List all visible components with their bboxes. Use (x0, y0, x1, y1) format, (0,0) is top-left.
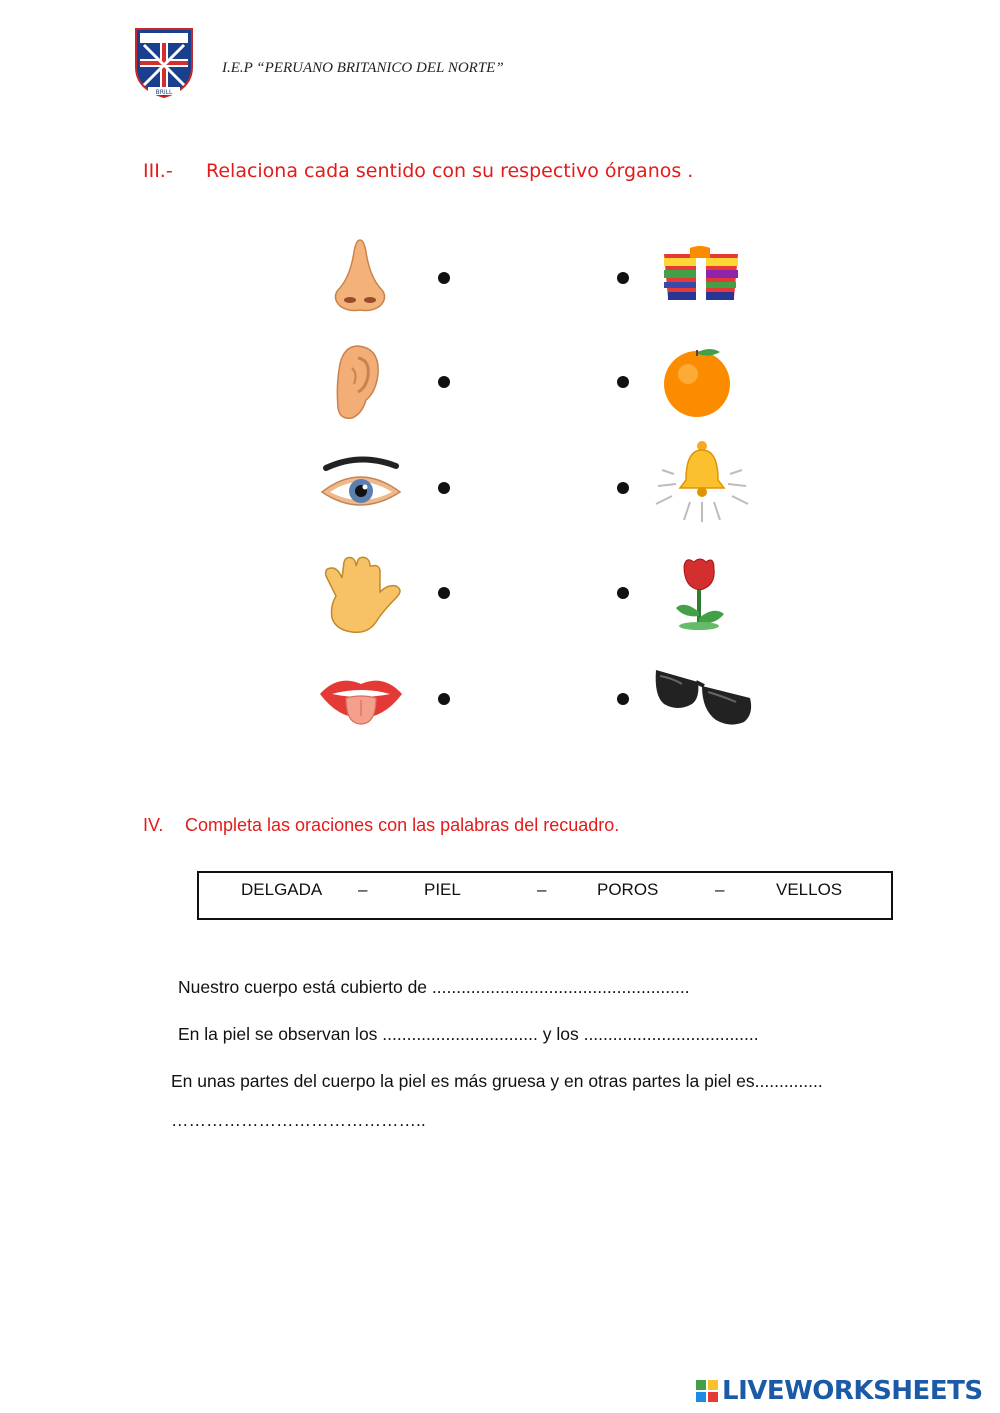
section3-instruction: Relaciona cada sentido con su respectivo órganos . (206, 160, 694, 182)
orange-icon (660, 346, 736, 418)
word-bank-word-1: DELGADA (241, 880, 323, 899)
word-bank-separator-3: – (715, 880, 725, 899)
mouth-tongue-icon (318, 670, 404, 726)
crest-text: BRILL (155, 89, 173, 96)
liveworksheets-logo-icon (696, 1380, 720, 1404)
match-dot-right-2[interactable] (617, 376, 629, 388)
section4-number: IV. (143, 815, 164, 835)
match-dot-right-1[interactable] (617, 272, 629, 284)
word-bank-word-3: POROS (597, 880, 659, 899)
eye-icon (320, 456, 402, 520)
match-dot-left-2[interactable] (438, 376, 450, 388)
sentence-3[interactable]: En unas partes del cuerpo la piel es más gruesa y en otras partes la piel es.............. (171, 1071, 823, 1091)
ear-icon (332, 344, 382, 422)
section3-number: III.- (143, 160, 173, 182)
match-dot-right-3[interactable] (617, 482, 629, 494)
sunglasses-icon (652, 662, 756, 728)
match-dot-left-3[interactable] (438, 482, 450, 494)
school-name: I.E.P “PERUANO BRITANICO DEL NORTE” (222, 60, 504, 76)
match-dot-left-5[interactable] (438, 693, 450, 705)
nose-icon (330, 238, 390, 314)
sentence-3-continuation[interactable]: …………………………………….. (171, 1110, 426, 1130)
word-bank-word-4: VELLOS (776, 880, 843, 899)
match-dot-left-4[interactable] (438, 587, 450, 599)
rose-icon (670, 556, 728, 632)
sentence-1[interactable]: Nuestro cuerpo está cubierto de ..................................................... (178, 977, 690, 997)
word-bank-word-2: PIEL (424, 880, 461, 899)
gloves-icon (660, 244, 742, 308)
liveworksheets-brand: LIVEWORKSHEETS (722, 1376, 983, 1406)
word-bank-separator-2: – (537, 880, 547, 899)
section4-instruction: Completa las oraciones con las palabras del recuadro. (185, 815, 620, 835)
word-bank-separator-1: – (358, 880, 368, 899)
school-crest-logo (134, 27, 194, 99)
match-dot-right-4[interactable] (617, 587, 629, 599)
sentence-2[interactable]: En la piel se observan los ................................ y los .................................... (178, 1024, 759, 1044)
hand-icon (316, 556, 408, 636)
match-dot-right-5[interactable] (617, 693, 629, 705)
match-dot-left-1[interactable] (438, 272, 450, 284)
bell-icon (652, 440, 752, 524)
